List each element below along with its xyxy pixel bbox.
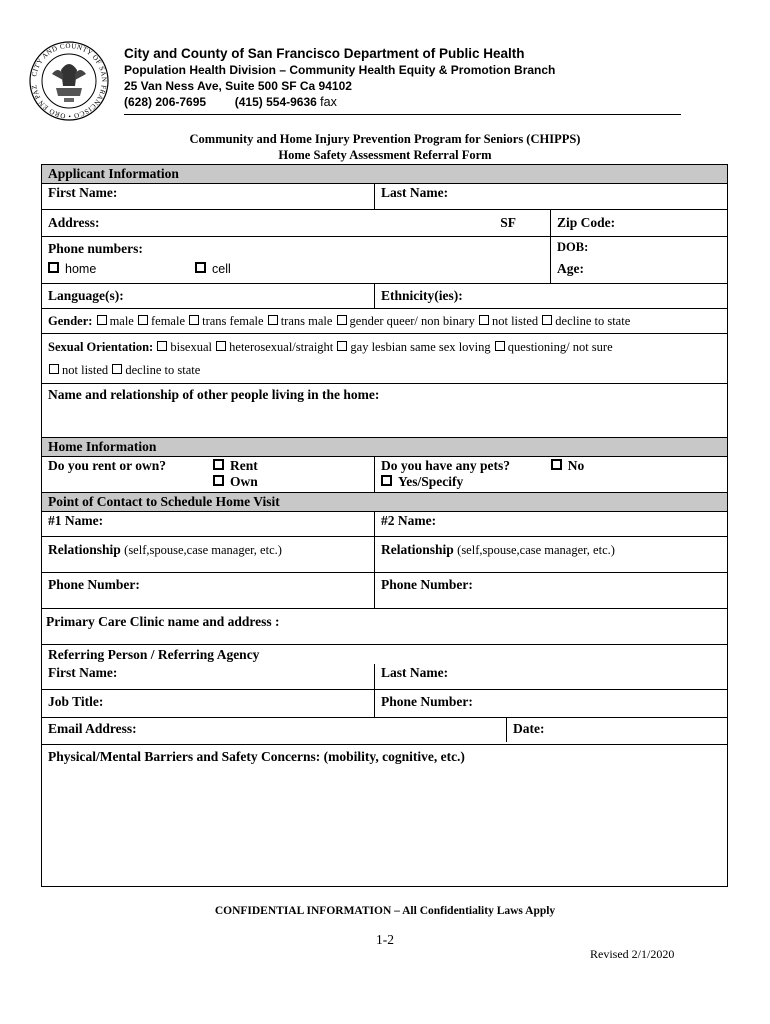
referrer-job-title-label: Job Title: bbox=[48, 693, 104, 709]
phone-numbers-field bbox=[42, 237, 551, 260]
referrer-email-label: Email Address: bbox=[48, 720, 137, 736]
languages-label: Language(s): bbox=[48, 288, 124, 303]
city-seal-logo bbox=[28, 40, 110, 122]
age-label: Age: bbox=[557, 260, 584, 276]
rent-label: Rent bbox=[230, 458, 258, 473]
referral-form bbox=[41, 164, 728, 887]
sf-label: SF bbox=[500, 215, 516, 230]
referrer-first-name-label: First Name: bbox=[48, 665, 118, 680]
sexual-orientation-row bbox=[42, 334, 728, 384]
pets-yes-label: Yes/Specify bbox=[398, 474, 464, 489]
orientation-questioning-checkbox[interactable] bbox=[495, 341, 505, 351]
phone-fax-line bbox=[124, 95, 337, 109]
zip-code-field[interactable] bbox=[551, 210, 728, 237]
gender-queer-checkbox[interactable] bbox=[337, 315, 347, 325]
phone-type-row bbox=[42, 260, 551, 284]
gender-not-listed-checkbox[interactable] bbox=[479, 315, 489, 325]
address-field[interactable] bbox=[42, 210, 551, 237]
form-title: Home Safety Assessment Referral Form bbox=[278, 148, 492, 162]
gender-option: gender queer/ non binary bbox=[349, 314, 475, 328]
own-label: Own bbox=[230, 474, 258, 489]
pets-yes-checkbox[interactable] bbox=[381, 475, 392, 486]
contact1-relationship-field[interactable] bbox=[42, 537, 375, 573]
gender-option: trans female bbox=[202, 314, 264, 328]
home-phone-checkbox[interactable] bbox=[48, 262, 59, 273]
primary-care-clinic-field[interactable] bbox=[42, 609, 728, 645]
ethnicities-label: Ethnicity(ies): bbox=[381, 288, 463, 303]
orientation-option: questioning/ not sure bbox=[507, 340, 613, 354]
contact2-relationship-label: Relationship bbox=[381, 542, 454, 557]
contact1-relationship-label: Relationship bbox=[48, 542, 121, 557]
email-date-row bbox=[42, 717, 728, 744]
contact2-relationship-hint: (self,spouse,case manager, etc.) bbox=[457, 543, 615, 557]
section-home-information: Home Information bbox=[42, 438, 728, 457]
section-applicant-information: Applicant Information bbox=[42, 165, 728, 184]
orientation-label: Sexual Orientation: bbox=[48, 340, 154, 354]
rent-own-label: Do you rent or own? bbox=[48, 458, 167, 473]
cell-phone-label: cell bbox=[212, 261, 231, 276]
primary-care-clinic-label: Primary Care Clinic name and address : bbox=[46, 614, 280, 629]
gender-option: female bbox=[150, 314, 185, 328]
svg-text:CITY AND COUNTY OF SAN FRANCIS: CITY AND COUNTY OF SAN FRANCISCO • ORO EN PAZ bbox=[30, 41, 109, 121]
orientation-bisexual-checkbox[interactable] bbox=[157, 341, 167, 351]
cell-phone-checkbox[interactable] bbox=[195, 262, 206, 273]
contact2-name-label: #2 Name: bbox=[381, 513, 437, 528]
home-phone-label: home bbox=[65, 261, 97, 276]
section-referring-person: Referring Person / Referring Agency bbox=[42, 645, 728, 665]
contact1-name-label: #1 Name: bbox=[48, 513, 104, 528]
own-checkbox[interactable] bbox=[213, 475, 224, 486]
household-members-field[interactable] bbox=[42, 384, 728, 438]
pets-no-option[interactable] bbox=[551, 458, 585, 473]
referrer-phone-label: Phone Number: bbox=[381, 693, 473, 709]
referrer-last-name-field[interactable] bbox=[375, 664, 728, 689]
page-number: 1-2 bbox=[376, 932, 394, 947]
household-members-label: Name and relationship of other people living in the home: bbox=[48, 387, 380, 402]
orientation-not-listed-checkbox[interactable] bbox=[49, 364, 59, 374]
contact2-phone-field[interactable] bbox=[375, 573, 728, 609]
languages-field[interactable] bbox=[42, 284, 375, 309]
department-title: City and County of San Francisco Department of Public Health bbox=[124, 46, 525, 61]
dob-field[interactable] bbox=[551, 237, 728, 260]
pets-no-label: No bbox=[567, 458, 585, 473]
gender-option: decline to state bbox=[555, 314, 631, 328]
dob-label: DOB: bbox=[557, 240, 589, 254]
pets-no-checkbox[interactable] bbox=[551, 459, 562, 470]
confidential-notice: CONFIDENTIAL INFORMATION – All Confidentiality Laws Apply bbox=[214, 905, 556, 917]
age-field[interactable] bbox=[551, 260, 728, 284]
referrer-first-name-field[interactable] bbox=[42, 664, 375, 689]
section-point-of-contact: Point of Contact to Schedule Home Visit bbox=[42, 493, 728, 512]
gender-decline-checkbox[interactable] bbox=[542, 315, 552, 325]
orientation-option: gay lesbian same sex loving bbox=[350, 340, 491, 354]
zip-code-label: Zip Code: bbox=[557, 215, 616, 230]
address-line: 25 Van Ness Ave, Suite 500 SF Ca 94102 bbox=[124, 79, 352, 93]
pets-yes-option[interactable] bbox=[381, 474, 721, 490]
gender-row bbox=[42, 309, 728, 334]
orientation-option: heterosexual/straight bbox=[229, 340, 334, 354]
gender-option: male bbox=[109, 314, 134, 328]
contact2-relationship-field[interactable] bbox=[375, 537, 728, 573]
header-rule bbox=[124, 114, 681, 115]
referral-date-field[interactable] bbox=[507, 718, 550, 742]
applicant-last-name-label: Last Name: bbox=[381, 185, 449, 200]
contact2-phone-label: Phone Number: bbox=[381, 577, 473, 592]
orientation-option: not listed bbox=[62, 363, 109, 377]
rent-checkbox[interactable] bbox=[213, 459, 224, 470]
fax-number: (415) 554-9636 bbox=[234, 95, 317, 109]
barriers-concerns-field[interactable] bbox=[42, 744, 728, 886]
cell-phone-option[interactable] bbox=[195, 262, 231, 276]
ethnicities-field[interactable] bbox=[375, 284, 728, 309]
address-label: Address: bbox=[48, 215, 100, 230]
orientation-decline-checkbox[interactable] bbox=[112, 364, 122, 374]
orientation-option: decline to state bbox=[125, 363, 201, 377]
contact1-relationship-hint: (self,spouse,case manager, etc.) bbox=[124, 543, 282, 557]
barriers-concerns-label: Physical/Mental Barriers and Safety Concerns: (mobility, cognitive, etc.) bbox=[48, 748, 465, 764]
division-line: Population Health Division – Community Health Equity & Promotion Branch bbox=[124, 63, 556, 77]
contact1-name-field[interactable] bbox=[42, 512, 375, 537]
fax-label: fax bbox=[320, 95, 337, 109]
referral-date-label: Date: bbox=[513, 720, 545, 736]
referrer-job-title-field[interactable] bbox=[42, 689, 375, 717]
applicant-last-name-field[interactable] bbox=[375, 184, 728, 210]
gender-female-checkbox[interactable] bbox=[138, 315, 148, 325]
phone-number: (628) 206-7695 bbox=[124, 95, 207, 109]
orientation-option: bisexual bbox=[170, 340, 213, 354]
applicant-first-name-field[interactable] bbox=[42, 184, 375, 210]
contact1-phone-label: Phone Number: bbox=[48, 577, 140, 592]
gender-trans-female-checkbox[interactable] bbox=[189, 315, 199, 325]
gender-label: Gender: bbox=[48, 314, 93, 328]
referrer-phone-field[interactable] bbox=[375, 689, 728, 717]
rent-option[interactable] bbox=[213, 458, 258, 474]
orientation-gay-checkbox[interactable] bbox=[337, 341, 347, 351]
pets-row bbox=[375, 457, 728, 493]
revised-date: Revised 2/1/2020 bbox=[590, 947, 675, 961]
referrer-last-name-label: Last Name: bbox=[381, 665, 449, 680]
home-phone-option[interactable] bbox=[48, 262, 96, 276]
referrer-email-field[interactable] bbox=[42, 718, 507, 742]
own-option[interactable] bbox=[213, 474, 258, 490]
gender-male-checkbox[interactable] bbox=[97, 315, 107, 325]
program-title: Community and Home Injury Prevention Program for Seniors (CHIPPS) bbox=[189, 132, 581, 146]
gender-trans-male-checkbox[interactable] bbox=[268, 315, 278, 325]
contact1-phone-field[interactable] bbox=[42, 573, 375, 609]
gender-option: not listed bbox=[491, 314, 539, 328]
orientation-straight-checkbox[interactable] bbox=[216, 341, 226, 351]
applicant-first-name-label: First Name: bbox=[48, 185, 118, 200]
pets-label: Do you have any pets? bbox=[381, 458, 511, 473]
phone-numbers-label: Phone numbers: bbox=[48, 241, 143, 256]
rent-own-row bbox=[42, 457, 375, 493]
gender-option: trans male bbox=[280, 314, 333, 328]
contact2-name-field[interactable] bbox=[375, 512, 728, 537]
